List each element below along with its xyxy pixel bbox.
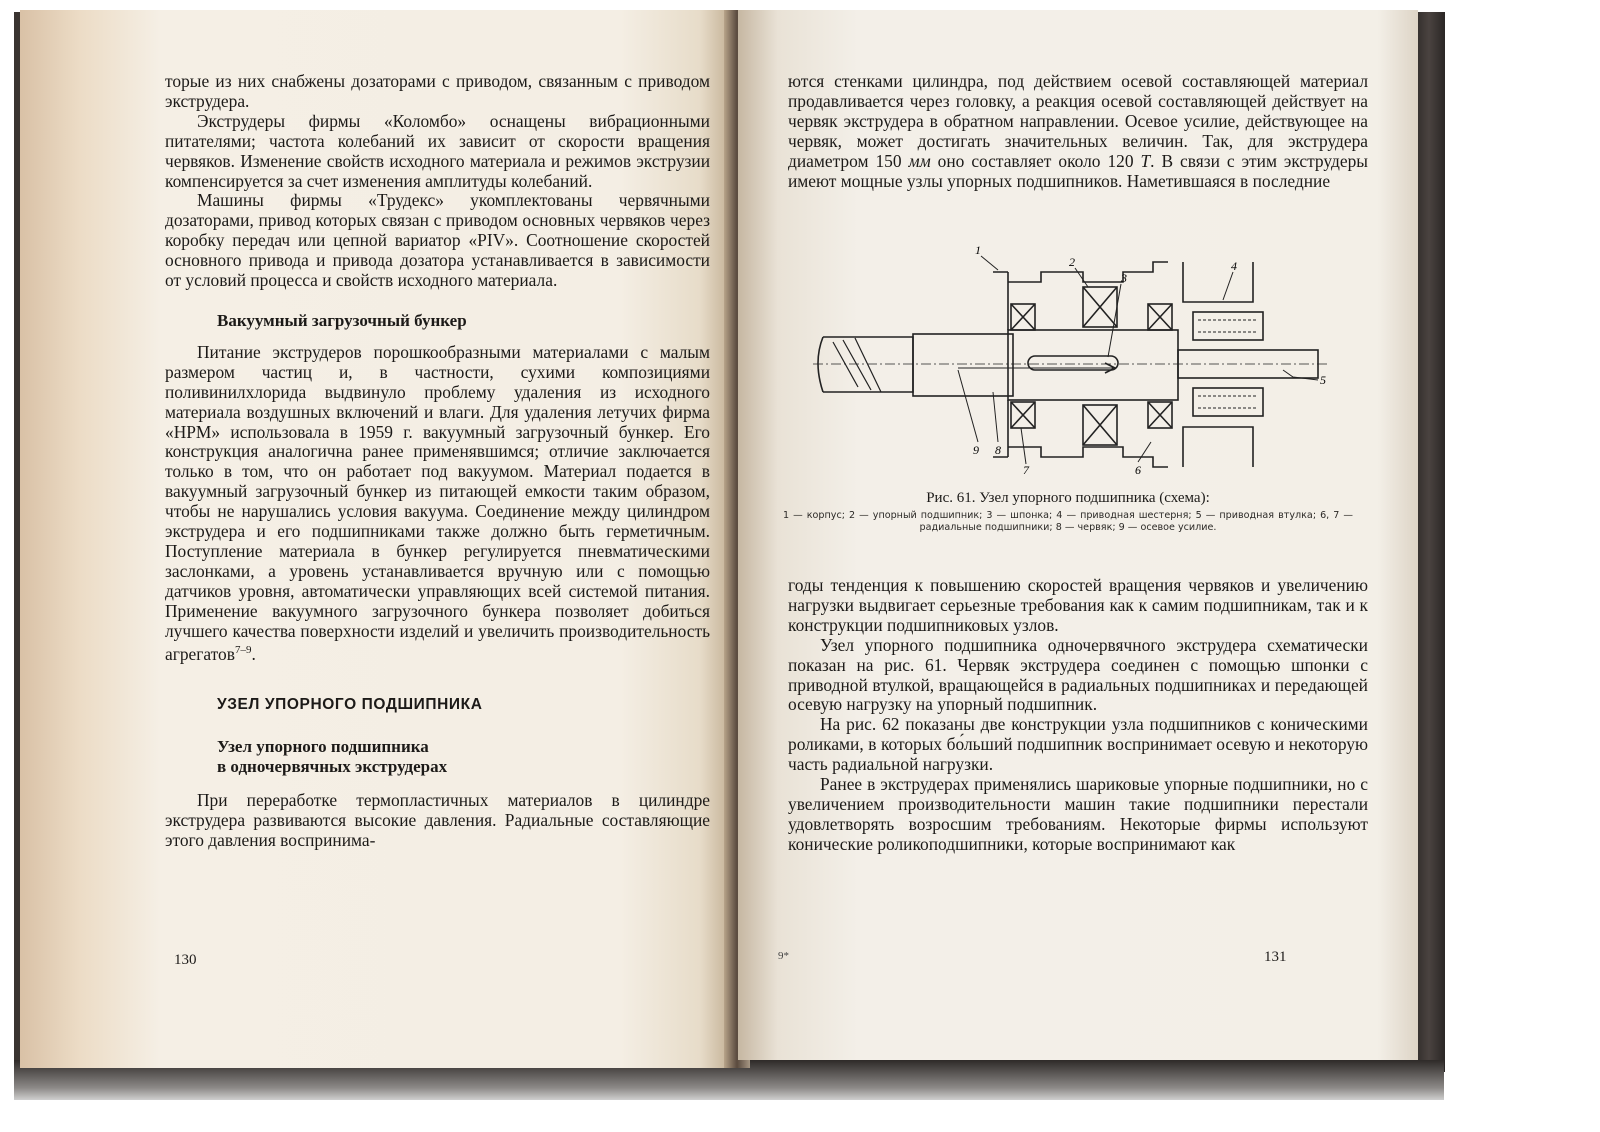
- left-page: [20, 10, 740, 1068]
- paragraph: Узел упорного подшипника одночервячного экструдера схематически показан на рис. 61. Червяк экструдера соединен с помощью шпонки с приводной втулкой, вращающейся в радиальных подшипниках и передающей осевую нагрузку на упорный подшипник.: [788, 634, 1368, 715]
- paragraph: годы тенденция к повышению скоростей вращения червяков и увеличению нагрузки выдвигает серьезные требования как к самим подшипникам, так и к конструкции подшипниковых узлов.: [788, 575, 1368, 635]
- heading-vacuum-hopper: Вакуумный загрузочный бункер: [217, 310, 467, 330]
- figure-label: 1: [975, 243, 981, 257]
- paragraph: Машины фирмы «Трудекс» укомплектованы червячными дозаторами, привод которых связан с приводом основных червяков через коробку передач или цепной вариатор «PIV». Соотношение скоростей основного привода и привода дозатора устанавливается в зависимости от условий процесса и свойств исходного материала.: [165, 190, 710, 291]
- page-number-left: 130: [174, 952, 197, 968]
- paragraph: [165, 343, 710, 665]
- section-heading: УЗЕЛ УПОРНОГО ПОДШИПНИКА: [217, 696, 483, 714]
- subsection-heading: [217, 737, 710, 777]
- paragraph: Ранее в экструдерах применялись шариковые упорные подшипники, но с увеличением производительности машин такие подшипники перестали удовлетворять возросшим требованиям. Некоторые фирмы используют конические роликоподшипники, которые воспринимают как: [788, 774, 1368, 854]
- figure-label: 4: [1231, 259, 1237, 273]
- paragraph-text: оно составляет около 120: [937, 150, 1134, 171]
- subsection-heading-line2: в одночервячных экструдерах: [217, 757, 448, 777]
- signature-mark: 9*: [778, 950, 789, 962]
- reference-superscript: 7–9: [234, 644, 252, 657]
- housing-left-wall: [993, 272, 1008, 330]
- unit-t: Т: [1140, 150, 1151, 171]
- figure-label: 8: [995, 443, 1001, 457]
- paragraph: Экструдеры фирмы «Коломбо» оснащены вибрационными питателями; частота колебаний их зависит от скорости вращения червяков. Изменение свойств исходного материала и режимов экструзии компенсируется за счет изменения амплитуды колебаний.: [165, 110, 710, 191]
- figure-caption-title: Рис. 61. Узел упорного подшипника (схема):: [926, 490, 1210, 506]
- paragraph: торые из них снабжены дозаторами с приводом, связанным с приводом экструдера.: [165, 71, 710, 111]
- unit-mm: мм: [908, 150, 931, 171]
- paragraph-text: Питание экструдеров порошкообразными материалами с малым размером частиц и, в частности, сухими композициями поливинилхлорида выдвинуло проблему удаления из исходного материала воздушных включений и влаги. Для удаления летучих фирма «НРМ» использовала в 1959 г. вакуумный загрузочный бункер. Его конструкция аналогична ранее применявшимся; отличие заключается только в том, что он работает под вакуумом. Материал подается в вакуумный загрузочный бункер из питающей емкости таким образом, чтобы не нарушались условия вакуума. Соединение между цилиндром экструдера и его подшипниками также должно быть герметичным. Поступление материала в бункер регулируется пневматическими заслонками, а уровень устанавливается вручную или с помощью датчиков уровня, автоматически управляющих всей системой питания. Применение вакуумного загрузочного бункера позволяет добиться лучшего качества поверхности изделий и увеличить производительность агрегатов: [165, 341, 710, 665]
- figure-thrust-bearing-diagram: [783, 242, 1333, 482]
- figure-label: 9: [973, 443, 979, 457]
- figure-label: 3: [1121, 271, 1127, 285]
- paragraph-text: . В связи с этим экструдеры имеют мощные узлы упорных подшипников. Наметившаяся в последние: [788, 150, 1368, 191]
- figure-caption-legend: 1 — корпус; 2 — упорный подшипник; 3 — шпонка; 4 — приводная шестерня; 5 — приводная втулка; 6, 7 — радиальные подшипники; 8 — червяк; 9 — осевое усилие.: [783, 510, 1353, 533]
- paragraph: При переработке термопластичных материалов в цилиндре экструдера развиваются высокие давления. Радиальные составляющие этого давления воспринима-: [165, 790, 710, 850]
- paragraph: На рис. 62 показаны две конструкции узла подшипников с коническими роликами, в которых бо́льший подшипник воспринимает осевую и некоторую часть радиальной нагрузки.: [788, 714, 1368, 775]
- left-page-text: [165, 72, 710, 851]
- right-page-text-top: [788, 72, 1368, 191]
- right-page: [738, 10, 1418, 1060]
- figure-label: 6: [1135, 463, 1141, 477]
- housing-inner: [1008, 330, 1178, 400]
- figure-label: 5: [1320, 373, 1326, 387]
- right-page-text-bottom: [788, 576, 1368, 855]
- subsection-heading-line1: Узел упорного подшипника: [217, 737, 429, 757]
- drive-gear: [1193, 312, 1263, 340]
- paragraph-text: ются стенками цилиндра, под действием осевой составляющей материал продавливается через головку, а реакция осевой составляющей действует на червяк экструдера в обратном направлении. Осевое усилие, действующее на червяк, может достигать значительных величин. Так, для экструдера диаметром 150: [788, 71, 1368, 171]
- figure-label: 2: [1069, 255, 1075, 269]
- paragraph: [788, 72, 1368, 191]
- page-number-right: 131: [1264, 949, 1287, 965]
- paragraph-end: .: [251, 644, 256, 665]
- figure-label: 7: [1023, 463, 1029, 477]
